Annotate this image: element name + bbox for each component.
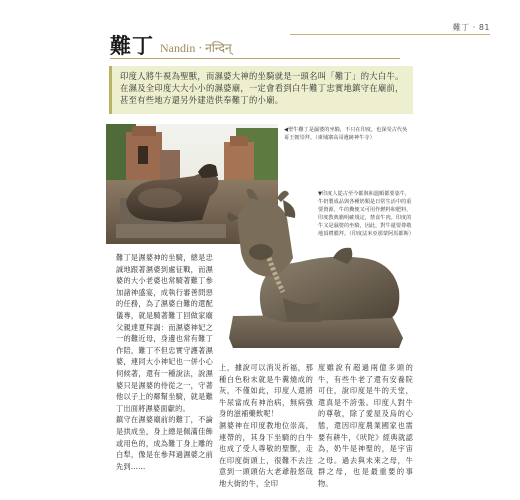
body-column-2 (219, 362, 313, 488)
chapter-title: 難丁 (110, 33, 154, 58)
intro-text: 印度人將牛視為聖獸，而濕婆大神的坐騎就是一頭名叫「難丁」的大白牛。在濕及全印度大大小小的濕婆廟，一定會看到白牛難丁忠實地鎮守在廟前，甚至有些地方還另外建造供奉難丁的小廟。 (120, 71, 404, 105)
paragraph: 度雖說有超過兩億多頭的牛，有些牛老了還有安養院可住，說印度是牛的天堂，還真是不誇張。印度人對牛的尊敬，除了愛屋及烏的心態，還因印度農業國家也需要有耕牛，《吠陀》經典就認為，奶牛是神聖的，是宇宙之母。過去與未來之母，牛群之母，也是最重要的事物。 (318, 363, 413, 488)
nandi-photo-caption: ▼印度人從古至今都與和溫順都要靠牛，牛奶製成品與各種奶類是日常生活中的重要資源，牛的糞便又可用作燃料和肥料，印度教典籍明確規定，禁食牛肉。印度的牛又是濕婆的坐騎，因此，對牛還要尊敬地頂禮膜拜。（印度法米亞那蒙阿馬都斯） (318, 191, 414, 237)
title-underline (110, 58, 400, 59)
body-column-3 (318, 362, 413, 488)
paragraph: 上，據說可以消災祈福，那種白色粉末就是牛糞燒成的灰，不僅如此，印度人還將牛尿當成有神治病，無病強身的滋補藥飲呢！ (219, 363, 313, 419)
temple-photo-caption: ◀聖牛難丁是濕婆的坐騎，不只在印度，也深受古代吳哥王朝崇拜。（柬埔寨高哥遺跡神牛寺） (284, 127, 408, 141)
paragraph: 濕婆神在印度教地位崇高，連帶的，其身下坐騎的白牛也成了受人尊敬的聖獸，走在印度街頭上，很難不去注意到一頭頭佔大老爺般悠哉地大街的牛，全印 (219, 420, 313, 488)
chapter-heading (110, 30, 430, 60)
paragraph: 鎮守在濕婆廟前的難丁，不論是拱成坐，身上總是佩滿佳飾或用色的，成為難丁身上雕的白犁，像是在參拜過濕婆之前先到…… (116, 415, 213, 471)
paragraph: 難丁是濕婆神的坐騎，總是忠誠地跟著濕婆到處征戰，而濕婆的大小老婆也常騎著難丁參加諸神盛宴，成執行審善問惡的任務，為了濕婆白難的還配儀專，就是騎著難丁回做家廟父親達夏拜謁：而濕婆神妃之一的難近母，身邊也常有難丁作陪，難丁不但忠實守護著濕婆，連同大小神妃也一併小心伺候著，還有一種說法，說濕婆只是濕婆的侍從之一，守著他以子上的鄰幫坐騎，就是難丁出面將濕婆面獻的。 (116, 253, 213, 413)
intro-box (109, 66, 413, 114)
body-column-1 (116, 252, 213, 471)
chapter-subtitle: Nandin ‧ नन्दिन् (160, 41, 232, 55)
running-header-text: 難丁 ‧ 81 (452, 23, 490, 32)
